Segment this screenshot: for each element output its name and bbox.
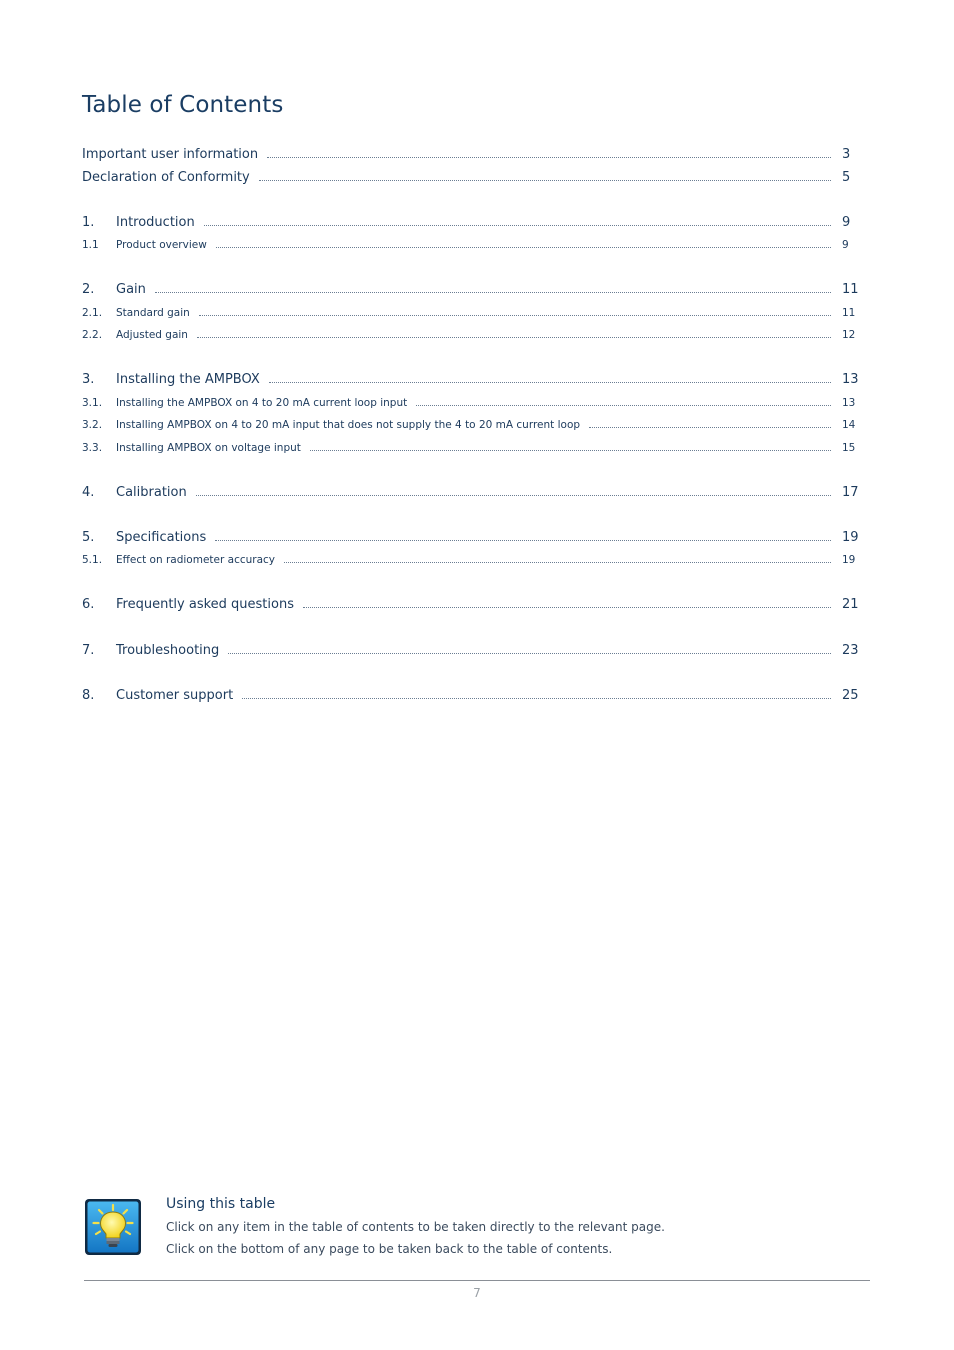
toc-item-label: Effect on radiometer accuracy [116,554,276,566]
toc-item-page: 19 [842,530,859,545]
toc-item-label: Adjusted gain [116,329,188,341]
toc-item-installing-non-supplying-input[interactable] [82,419,870,435]
toc-leader-dots [228,653,831,654]
lightbulb-icon [84,1198,142,1256]
toc-leader-dots [196,495,831,496]
toc-item-page: 9 [842,215,851,230]
toc-item-label: Installing the AMPBOX [116,372,260,387]
toc-item-introduction[interactable] [82,215,870,233]
toc-item-number: 5. [82,530,95,545]
toc-leader-dots [303,607,831,608]
toc-item-label: Introduction [116,215,195,230]
toc-leader-dots [242,698,831,699]
toc-leader-dots [284,562,831,563]
toc-item-number: 3. [82,372,95,387]
toc-item-page: 5 [842,170,851,185]
toc-item-product-overview[interactable] [82,239,870,255]
toc-item-page: 13 [842,372,859,387]
toc-item-installing-the-ampbox[interactable] [82,372,870,390]
toc-item-label: Gain [116,282,146,297]
toc-item-effect-on-radiometer-accuracy[interactable] [82,554,870,570]
toc-item-page: 12 [842,329,856,341]
toc-item-standard-gain[interactable] [82,307,870,323]
toc-item-adjusted-gain[interactable] [82,329,870,345]
toc-leader-dots [267,157,831,158]
toc-item-declaration-of-conformity[interactable] [82,170,870,188]
page-number[interactable]: 7 [473,1286,481,1300]
toc-item-page: 11 [842,307,856,319]
toc-leader-dots [204,225,831,226]
toc-item-label: Installing AMPBOX on 4 to 20 mA input that does not supply the 4 to 20 mA current loop [116,419,581,431]
footer-divider [84,1280,870,1281]
toc-item-label: Installing AMPBOX on voltage input [116,442,301,454]
toc-item-gain[interactable] [82,282,870,300]
toc-item-label: Customer support [116,688,234,703]
toc-item-label: Calibration [116,485,187,500]
tip-line-2: Click on the bottom of any page to be taken back to the table of contents. [166,1242,613,1256]
toc-item-number: 4. [82,485,95,500]
toc-item-number: 8. [82,688,95,703]
toc-item-label: Specifications [116,530,207,545]
toc-item-label: Installing the AMPBOX on 4 to 20 mA current loop input [116,397,408,409]
toc-item-page: 23 [842,643,859,658]
toc-item-number: 1.1 [82,239,99,251]
toc-leader-dots [199,315,831,316]
toc-item-label: Product overview [116,239,207,251]
toc-item-number: 3.1. [82,397,103,409]
tip-line-1: Click on any item in the table of contents to be taken directly to the relevant page. [166,1220,665,1234]
toc-item-label: Frequently asked questions [116,597,294,612]
toc-item-page: 3 [842,147,851,162]
toc-item-page: 15 [842,442,856,454]
toc-item-troubleshooting[interactable] [82,643,870,661]
toc-leader-dots [589,427,831,428]
toc-item-number: 6. [82,597,95,612]
toc-item-number: 3.3. [82,442,103,454]
toc-leader-dots [269,382,831,383]
toc-item-label: Standard gain [116,307,190,319]
toc-item-installing-voltage-input[interactable] [82,442,870,458]
toc-item-page: 13 [842,397,856,409]
toc-item-page: 25 [842,688,859,703]
toc-item-page: 11 [842,282,859,297]
toc-item-customer-support[interactable] [82,688,870,706]
toc-item-installing-current-loop[interactable] [82,397,870,413]
toc-leader-dots [259,180,831,181]
toc-item-label: Important user information [82,147,259,162]
toc-leader-dots [310,450,831,451]
toc-leader-dots [197,337,831,338]
tip-title: Using this table [166,1196,276,1212]
toc-item-page: 14 [842,419,856,431]
toc-item-frequently-asked-questions[interactable] [82,597,870,615]
toc-leader-dots [416,405,831,406]
toc-item-specifications[interactable] [82,530,870,548]
toc-leader-dots [216,247,831,248]
toc-item-number: 2.1. [82,307,103,319]
toc-item-label: Declaration of Conformity [82,170,250,185]
toc-item-number: 2. [82,282,95,297]
toc-item-page: 21 [842,597,859,612]
toc-item-important-user-information[interactable] [82,147,870,165]
toc-item-page: 19 [842,554,856,566]
toc-item-page: 17 [842,485,859,500]
toc-leader-dots [215,540,831,541]
toc-item-number: 5.1. [82,554,103,566]
toc-item-calibration[interactable] [82,485,870,503]
toc-item-page: 9 [842,239,849,251]
toc-item-label: Troubleshooting [116,643,220,658]
toc-item-number: 1. [82,215,95,230]
toc-item-number: 3.2. [82,419,103,431]
toc-item-number: 2.2. [82,329,103,341]
page-title: Table of Contents [82,92,284,118]
toc-item-number: 7. [82,643,95,658]
toc-leader-dots [155,292,831,293]
